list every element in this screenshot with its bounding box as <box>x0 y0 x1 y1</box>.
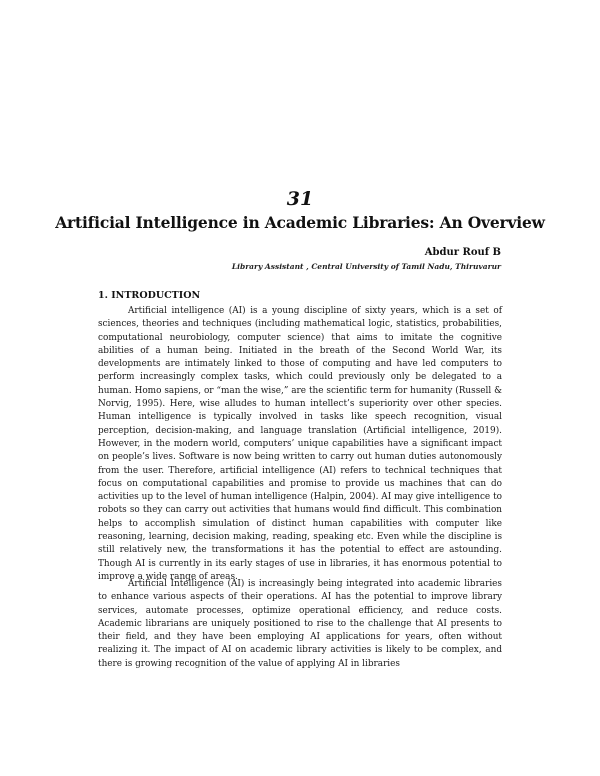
paragraph-text: Artificial Intelligence (AI) is increasingly being integrated into academic libraries to enhance various aspects of their operations. AI has the potential to improve library services, automate processes, optimize operational efficiency, and reduce costs. Academic librarians are uniquely positioned to rise to the challenge that AI presents to their field, and they have been employing AI applications for years, often without realizing it. The impact of AI on academic library activities is likely to be complex, and there is growing recognition of the value of applying AI in libraries <box>98 579 502 669</box>
section-heading: 1. INTRODUCTION <box>98 290 201 301</box>
chapter-title: Artificial Intelligence in Academic Libraries: An Overview <box>55 213 545 232</box>
paragraph-text: Artificial intelligence (AI) is a young discipline of sixty years, which is a set of sciences, theories and techniques (including mathematical logic, statistics, probabilities, computational neurobiology, computer science) that aims to imitate the cognitive abilities of a human being. Initiated in the breath of the Second World War, its developments are intimately linked to those of computing and have led computers to perform increasingly complex tasks, which could previously only be delegated to a human. Homo sapiens, or “man the wise,” are the scientific term for humanity (Russell & Norvig, 1995). Here, wise alludes to human intellect’s superiority over other species. Human intelligence is typically involved in tasks like speech recognition, visual perception, decision-making, and language translation (Artificial intelligence, 2019). However, in the modern world, computers’ unique capabilities have a significant impact on people’s lives. Software is now being written to carry out human duties autonomously from the user. Therefore, artificial intelligence (AI) refers to technical techniques that focus on computational capabilities and promise to provide us machines that can do activities up to the level of human intelligence (Halpin, 2004). AI may give intelligence to robots so they can carry out activities that humans would find difficult. This combination helps to accomplish simulation of distinct human capabilities with computer like reasoning, learning, decision making, reading, speaking etc. Even while the discipline is still relatively new, the transformations it has the potential to effect are astounding. Though AI is currently in its early stages of use in libraries, it has enormous potential to improve a wide range of areas. <box>98 306 502 582</box>
body-paragraph <box>98 305 502 584</box>
chapter-number: 31 <box>286 188 314 210</box>
author-name: Abdur Rouf B <box>424 247 501 258</box>
author-affiliation: Library Assistant , Central University of Tamil Nadu, Thiruvarur <box>231 262 501 271</box>
body-paragraph <box>98 578 502 671</box>
